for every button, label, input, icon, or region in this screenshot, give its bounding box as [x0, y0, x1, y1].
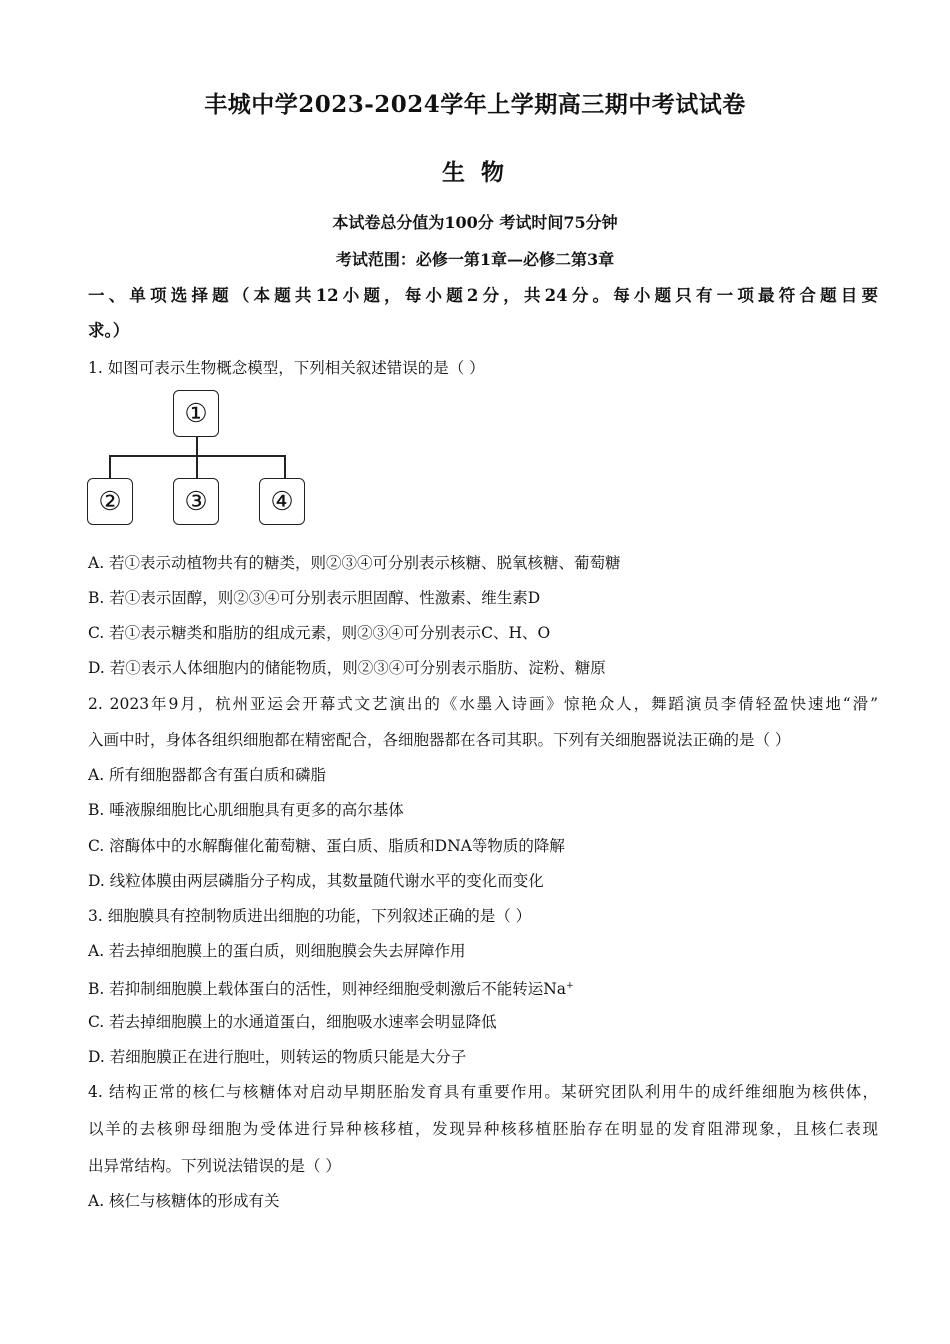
q2-stem-line1: 2. 2023年9月，杭州亚运会开幕式文艺演出的《水墨入诗画》惊艳众人，舞蹈演员李倩轻盈快速地“滑” — [88, 695, 878, 713]
exam-title: 丰城中学2023-2024学年上学期高三期中考试试卷 — [204, 91, 746, 118]
diagram-node-3: ③ — [173, 478, 219, 525]
q4-stem-line1: 4. 结构正常的核仁与核糖体对启动早期胚胎发育具有重要作用。某研究团队利用牛的成纤维细胞为核供体， — [88, 1083, 878, 1101]
q3-option-a: A. 若去掉细胞膜上的蛋白质，则细胞膜会失去屏障作用 — [88, 942, 466, 960]
q4-option-a: A. 核仁与核糖体的形成有关 — [88, 1192, 280, 1210]
diagram-node-1: ① — [173, 390, 219, 437]
q3-stem: 3. 细胞膜具有控制物质进出细胞的功能，下列叙述正确的是（ ） — [88, 907, 532, 925]
q2-option-c: C. 溶酶体中的水解酶催化葡萄糖、蛋白质、脂质和DNA等物质的降解 — [88, 837, 565, 855]
q1-option-a: A. 若①表示动植物共有的糖类，则②③④可分别表示核糖、脱氧核糖、葡萄糖 — [88, 554, 621, 572]
q1-option-c: C. 若①表示糖类和脂肪的组成元素，则②③④可分别表示C、H、O — [88, 624, 551, 642]
score-time-info: 本试卷总分值为100分 考试时间75分钟 — [332, 213, 618, 232]
diagram-right-branch — [284, 455, 286, 479]
diagram-stem-line — [196, 434, 198, 456]
q3-option-c: C. 若去掉细胞膜上的水通道蛋白，细胞吸水速率会明显降低 — [88, 1013, 497, 1031]
diagram-left-branch — [109, 455, 111, 479]
diagram-node-4: ④ — [259, 478, 305, 525]
diagram-node-2: ② — [87, 478, 133, 525]
q2-option-d: D. 线粒体膜由两层磷脂分子构成，其数量随代谢水平的变化而变化 — [88, 872, 544, 890]
q2-option-a: A. 所有细胞器都含有蛋白质和磷脂 — [88, 766, 327, 784]
q1-option-b: B. 若①表示固醇，则②③④可分别表示胆固醇、性激素、维生素D — [88, 589, 541, 607]
section-heading-line2: 求。） — [88, 321, 130, 340]
subject-title: 生 物 — [441, 159, 508, 186]
q3-option-d: D. 若细胞膜正在进行胞吐，则转运的物质只能是大分子 — [88, 1048, 467, 1066]
q3-option-b — [88, 976, 878, 999]
q1-stem: 1. 如图可表示生物概念模型，下列相关叙述错误的是（ ） — [88, 359, 485, 377]
q4-stem-line2: 以羊的去核卵母细胞为受体进行异种核移植，发现异种核移植胚胎存在明显的发育阻滞现象，且核仁表现 — [88, 1120, 878, 1138]
q1-option-d: D. 若①表示人体细胞内的储能物质，则②③④可分别表示脂肪、淀粉、糖原 — [88, 659, 606, 677]
q2-stem-line2: 入画中时，身体各组织细胞都在精密配合，各细胞器都在各司其职。下列有关细胞器说法正确的是（ ） — [88, 731, 791, 749]
concept-model-diagram — [86, 388, 310, 532]
section-heading-line1: 一、单项选择题（本题共12小题，每小题2分，共24分。每小题只有一项最符合题目要 — [88, 286, 878, 305]
q4-stem-line3: 出异常结构。下列说法错误的是（ ） — [88, 1157, 341, 1175]
q2-option-b: B. 唾液腺细胞比心肌细胞具有更多的高尔基体 — [88, 801, 404, 819]
diagram-middle-branch — [196, 455, 198, 479]
sodium-charge: + — [566, 981, 574, 991]
exam-scope: 考试范围：必修一第1章—必修二第3章 — [335, 250, 615, 269]
q3-option-b-text: B. 若抑制细胞膜上载体蛋白的活性，则神经细胞受刺激后不能转运Na — [88, 980, 567, 999]
